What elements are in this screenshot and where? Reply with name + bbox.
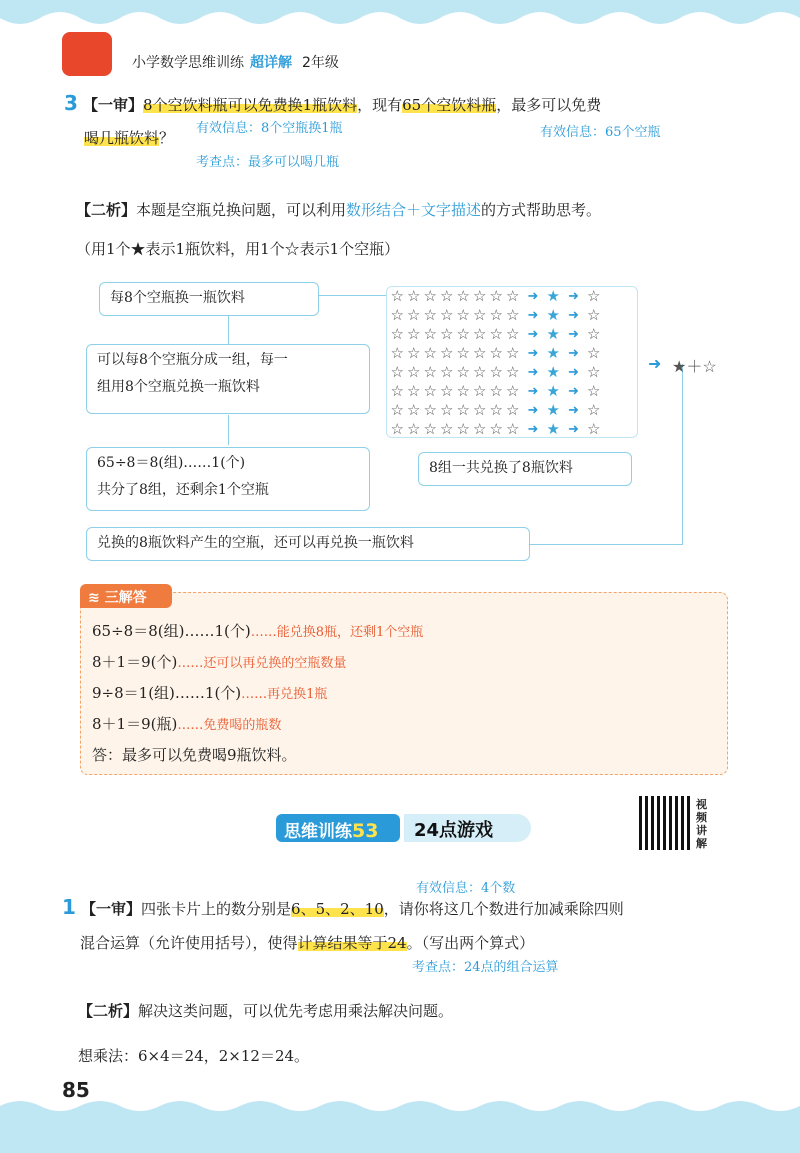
running-header [132, 52, 339, 72]
question-1-line2 [80, 932, 534, 953]
question-text: ，最多可以免费 [496, 96, 602, 114]
grade-label: 2年级 [302, 55, 339, 71]
question-number: 1 [62, 895, 76, 919]
star-row: ☆ ☆ ☆ ☆ ☆ ☆ ☆ ☆ ➜ ★ ➜ ☆ [390, 325, 601, 343]
top-wave-band [0, 0, 800, 34]
connector [228, 314, 229, 344]
analysis-text: 的方式帮助思考。 [481, 201, 602, 219]
star-row: ☆ ☆ ☆ ☆ ☆ ☆ ☆ ☆ ➜ ★ ➜ ☆ [390, 363, 601, 381]
question-text: ？ [159, 129, 175, 147]
question-text: 四张卡片上的数分别是 [141, 900, 292, 918]
book-logo [62, 32, 112, 76]
connector [228, 415, 229, 445]
final-answer: 答：最多可以免费喝9瓶饮料。 [92, 746, 297, 764]
analysis-line [76, 199, 601, 220]
question-text: 。（写出两个算式） [406, 934, 535, 952]
highlight-text: 喝几瓶饮料 [84, 129, 160, 147]
highlight-text: 数形结合＋文字描述 [346, 201, 482, 219]
equation-note: ……再兑换1瓶 [241, 687, 328, 702]
flow-text: 可以每8个空瓶分成一组，每一 [97, 352, 288, 368]
flow-box-2 [86, 344, 370, 414]
connector [318, 295, 386, 296]
answer-row [92, 713, 281, 734]
qr-label: 视频讲解 [696, 798, 707, 850]
equation-note: ……能兑换8瓶，还剩1个空瓶 [250, 625, 424, 640]
star-row: ☆ ☆ ☆ ☆ ☆ ☆ ☆ ☆ ➜ ★ ➜ ☆ [390, 420, 601, 438]
flow-text: 65÷8＝8(组)……1(个) [97, 455, 246, 471]
question-3-line2 [84, 127, 174, 148]
annotation: 考查点：最多可以喝几瓶 [196, 155, 340, 170]
question-text: 混合运算（允许使用括号），使得 [80, 934, 298, 952]
page-number: 85 [62, 1078, 90, 1102]
step-tag: 【二析】 [78, 1002, 139, 1020]
question-text: ，现有 [357, 96, 403, 114]
star-grid [386, 286, 638, 438]
section-number: 53 [352, 820, 379, 842]
star-row: ☆ ☆ ☆ ☆ ☆ ☆ ☆ ☆ ➜ ★ ➜ ☆ [390, 287, 601, 305]
analysis-line [78, 1000, 453, 1021]
answer-row [92, 651, 346, 672]
star-row: ☆ ☆ ☆ ☆ ☆ ☆ ☆ ☆ ➜ ★ ➜ ☆ [390, 344, 601, 362]
analysis-text: 本题是空瓶兑换问题，可以利用 [136, 201, 347, 219]
equation-note: ……免费喝的瓶数 [177, 718, 282, 733]
answer-row [92, 682, 327, 703]
flow-text: 共分了8组，还剩余1个空瓶 [97, 481, 269, 498]
star-row: ☆ ☆ ☆ ☆ ☆ ☆ ☆ ☆ ➜ ★ ➜ ☆ [390, 306, 601, 324]
question-3 [64, 91, 601, 115]
annotation: 考查点：24点的组合运算 [412, 960, 559, 975]
answer-row [92, 620, 423, 641]
equation: 8＋1＝9(瓶) [92, 715, 178, 733]
flow-box-5: 兑换的8瓶饮料产生的空瓶，还可以再兑换一瓶饮料 [86, 527, 530, 561]
star-row: ☆ ☆ ☆ ☆ ☆ ☆ ☆ ☆ ➜ ★ ➜ ☆ [390, 401, 601, 419]
connector [530, 544, 683, 545]
equation: 8＋1＝9(个) [92, 653, 178, 671]
highlight-text: 计算结果等于24 [297, 934, 407, 952]
step-tag: 【一审】 [81, 900, 142, 918]
question-number: 3 [64, 91, 78, 115]
question-text: ，请你将这几个数进行加减乘除四则 [383, 900, 624, 918]
flow-box-3 [86, 447, 370, 511]
star-row: ☆ ☆ ☆ ☆ ☆ ☆ ☆ ☆ ➜ ★ ➜ ☆ [390, 382, 601, 400]
equation-note: ……还可以再兑换的空瓶数量 [177, 656, 347, 671]
annotation: 有效信息：8个空瓶换1瓶 [196, 121, 343, 136]
result-stars: ★＋☆ [672, 357, 717, 376]
equation: 65÷8＝8(组)……1(个) [92, 622, 251, 640]
section-label-text: 思维训练 [284, 822, 352, 842]
annotation: 有效信息：65个空瓶 [540, 125, 661, 140]
step-tag: 【二析】 [76, 201, 137, 219]
section-label [276, 814, 400, 842]
question-1 [62, 895, 624, 919]
step-tag: 【一审】 [83, 96, 144, 114]
equation: 9÷8＝1(组)……1(个) [92, 684, 242, 702]
result-arrow: ➜ [648, 354, 662, 373]
book-edition: 超详解 [250, 55, 292, 71]
connector [682, 364, 683, 544]
section-title: 24点游戏 [404, 814, 531, 842]
book-title: 小学数学思维训练 [132, 55, 244, 71]
legend-text: （用1个★表示1瓶饮料，用1个☆表示1个空瓶） [76, 240, 400, 258]
highlight-text: 65个空饮料瓶 [402, 96, 497, 114]
qr-code[interactable] [639, 796, 693, 850]
highlight-text: 6、5、2、10 [291, 900, 384, 918]
annotation: 有效信息：4个数 [416, 881, 516, 896]
answer-tag: ≋ 三解答 [80, 584, 172, 608]
highlight-text: 8个空饮料瓶可以免费换1瓶饮料 [143, 96, 358, 114]
flow-box-1: 每8个空瓶换一瓶饮料 [99, 282, 319, 316]
flow-box-4: 8组一共兑换了8瓶饮料 [418, 452, 632, 486]
analysis-text: 解决这类问题，可以优先考虑用乘法解决问题。 [138, 1002, 454, 1020]
think-line: 想乘法：6×4＝24，2×12＝24。 [78, 1047, 310, 1065]
section-banner [276, 814, 531, 842]
bottom-wave-band [0, 1098, 800, 1153]
flow-text: 组用8个空瓶兑换一瓶饮料 [97, 378, 260, 395]
